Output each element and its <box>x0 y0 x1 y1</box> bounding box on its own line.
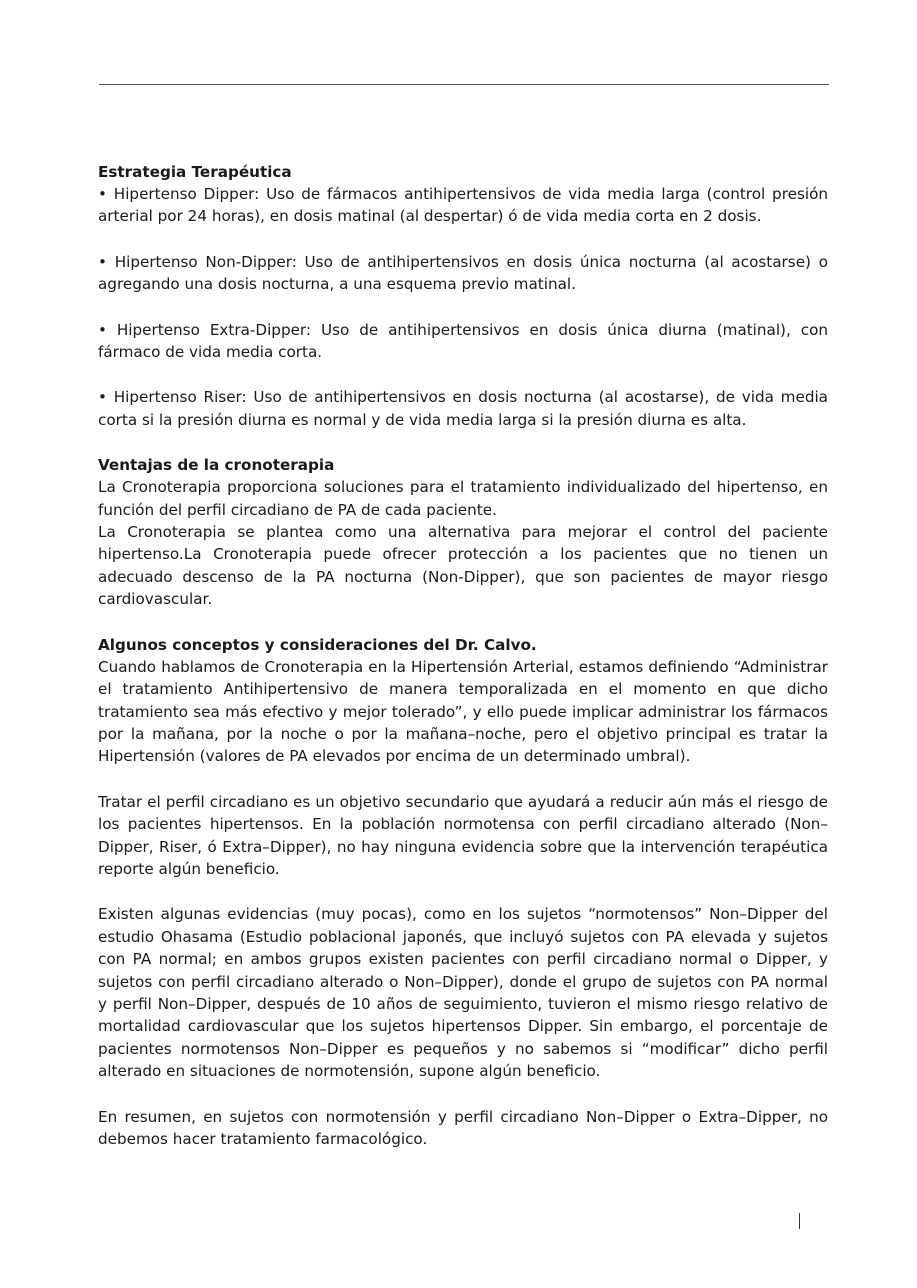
bullet-extra-dipper: • Hipertenso Extra-Dipper: Uso de antihipertensivos en dosis única diurna (matinal), con fármaco de vida media corta. <box>98 320 828 362</box>
page-marker <box>799 1213 800 1229</box>
heading-conceptos: Algunos conceptos y consideraciones del Dr. Calvo. <box>98 635 537 654</box>
bullet-dipper: • Hipertenso Dipper: Uso de fármacos antihipertensivos de vida media larga (control presión arterial por 24 horas), en dosis matinal (al despertar) ó de vida media corta en 2 dosis. <box>98 185 828 226</box>
heading-estrategia: Estrategia Terapéutica <box>98 163 292 181</box>
heading-ventajas: Ventajas de la cronoterapia <box>98 456 335 475</box>
bullet-non-dipper: • Hipertenso Non-Dipper: Uso de antihipertensivos en dosis única nocturna (al acostarse) o agregando una dosis nocturna, a una esquema previo matinal. <box>98 252 828 294</box>
paragraph-conceptos-3: Existen algunas evidencias (muy pocas), como en los sujetos “normotensos” Non–Dipper del estudio Ohasama (Estudio poblacional japonés, que incluyó sujetos con PA elevada y sujetos con PA normal; en ambos grupos existen pacientes con perfil circadiano normal o Dipper, y sujetos con perfil circadiano alterado o Non–Dipper), donde el grupo de sujetos con PA normal y perfil Non–Dipper, después de 10 años de seguimiento, tuvieron el mismo riesgo relativo de mortalidad cardiovascular que los sujetos hipertensos Dipper. Sin embargo, el porcentaje de pacientes normotensos Non–Dipper es pequeños y no sabemos si “modificar” dicho perfil alterado en situaciones de normotensión, supone algún beneficio. <box>98 905 828 1081</box>
paragraph-ventajas-1: La Cronoterapia proporciona soluciones para el tratamiento individualizado del hipertenso, en función del perfil circadiano de PA de cada paciente. <box>98 478 828 519</box>
paragraph-conceptos-1: Cuando hablamos de Cronoterapia en la Hipertensión Arterial, estamos definiendo “Administrar el tratamiento Antihipertensivo de manera temporalizada en el momento en que dicho tratamiento sea más efectivo y mejor tolerado”, y ello puede implicar administrar los fármacos por la mañana, por la noche o por la mañana–noche, pero el objetivo principal es tratar la Hipertensión (valores de PA elevados por encima de un determinado umbral). <box>98 657 828 766</box>
document-body <box>98 161 828 1150</box>
header-rule <box>99 84 829 85</box>
paragraph-ventajas-2: La Cronoterapia se plantea como una alternativa para mejorar el control del paciente hipertenso.La Cronoterapia puede ofrecer protección a los pacientes que no tienen un adecuado descenso de la PA nocturna (Non-Dipper), que son pacientes de mayor riesgo cardiovascular. <box>98 523 828 609</box>
bullet-riser: • Hipertenso Riser: Uso de antihipertensivos en dosis nocturna (al acostarse), de vida media corta si la presión diurna es normal y de vida media larga si la presión diurna es alta. <box>98 388 828 429</box>
paragraph-conceptos-2: Tratar el perfil circadiano es un objetivo secundario que ayudará a reducir aún más el riesgo de los pacientes hipertensos. En la población normotensa con perfil circadiano alterado (Non–Dipper, Riser, ó Extra–Dipper), no hay ninguna evidencia sobre que la intervención terapéutica reporte algún beneficio. <box>98 792 828 878</box>
paragraph-resumen: En resumen, en sujetos con normotensión y perfil circadiano Non–Dipper o Extra–Dipper, no debemos hacer tratamiento farmacológico. <box>98 1107 828 1148</box>
